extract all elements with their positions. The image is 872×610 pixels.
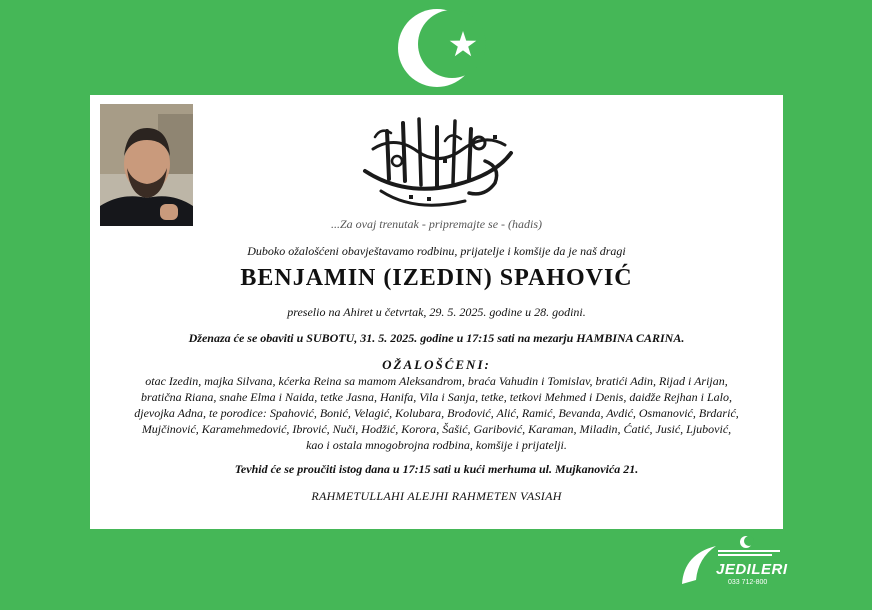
death-date-line: preselio na Ahiret u četvrtak, 29. 5. 2025. godine u 28. godini. bbox=[287, 305, 586, 319]
mourners-line: kao i ostala mnogobrojna rodbina, komšije i prijatelji. bbox=[306, 438, 567, 452]
mourners-heading: OŽALOŠĆENI: bbox=[382, 357, 491, 372]
closing-prayer: RAHMETULLAHI ALEJHI RAHMETEN VASIAH bbox=[311, 489, 562, 503]
arabic-calligraphy bbox=[345, 101, 525, 221]
mourners-line: djevojka Adna, te porodice: Spahović, Bonić, Velagić, Kolubara, Brodović, Alić, Ramić, Bevanda, Avdić, Osmanović, Brdarić, bbox=[134, 406, 739, 420]
deceased-name: BENJAMIN (IZEDIN) SPAHOVIĆ bbox=[240, 265, 633, 291]
funeral-line: Dženaza će se obaviti u SUBOTU, 31. 5. 2025. godine u 17:15 sati na mezarju HAMBINA CARINA. bbox=[188, 331, 685, 345]
logo-name: JEDILERI bbox=[716, 561, 788, 578]
mourners-line: Mujčinović, Karamehmedović, Ibrović, Nuči, Hodžić, Korora, Šašić, Garibović, Karaman, Miladin, Ćatić, Jusić, Ljubović, bbox=[141, 422, 732, 436]
hadith-quote: ...Za ovaj trenutak - pripremajte se - (hadis) bbox=[330, 217, 543, 231]
tevhid-line: Tevhid će se proučiti istog dana u 17:15 sati u kući merhuma ul. Mujkanovića 21. bbox=[234, 462, 639, 476]
deceased-photo bbox=[100, 104, 193, 226]
crescent-star-icon bbox=[0, 0, 872, 95]
announcement-intro: Duboko ožalošćeni obavještavamo rodbinu, prijatelje i komšije da je naš dragi bbox=[247, 244, 626, 258]
obituary-card bbox=[90, 95, 783, 529]
mourners-line: otac Izedin, majka Silvana, kćerka Reina sa mamom Aleksandrom, braća Vahudin i Tomislav, bratići Adin, Rijad i Arijan, bbox=[145, 374, 728, 388]
mourners-line: bratična Riana, snahe Elma i Naida, tetke Jasna, Hanifa, Vila i Sanja, tetke, tetkovi Mehmed i Denis, daidže Rejhan i Lalo, bbox=[140, 390, 732, 404]
jedileri-logo bbox=[676, 532, 788, 592]
mourners-list bbox=[98, 373, 775, 453]
logo-phone: 033 712-800 bbox=[728, 579, 768, 586]
